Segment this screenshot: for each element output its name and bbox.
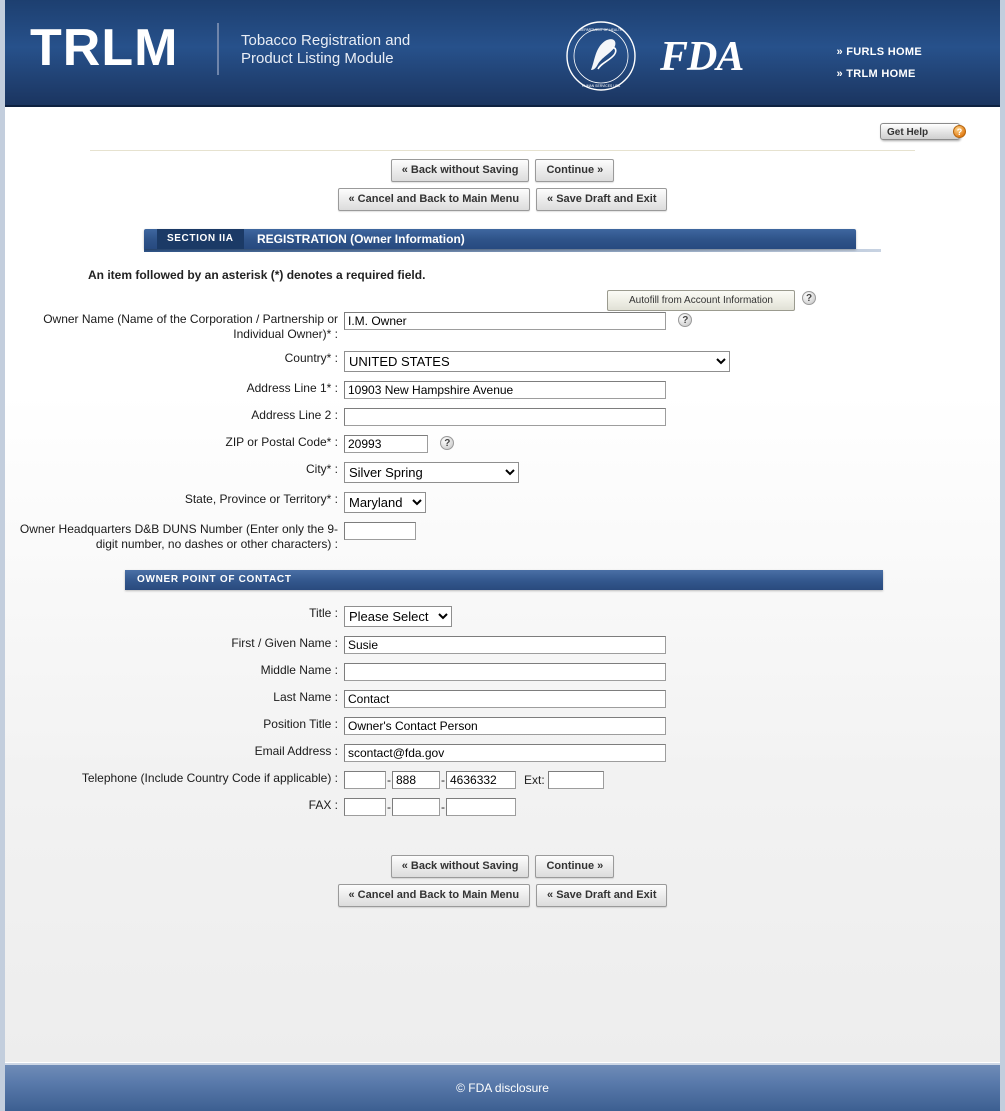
section-tab-label: SECTION IIA <box>157 229 244 249</box>
field-address2 <box>5 408 1000 426</box>
svg-text:HUMAN SERVICES USA: HUMAN SERVICES USA <box>581 84 621 88</box>
hhs-seal-icon <box>565 20 637 92</box>
city-select[interactable] <box>344 462 519 483</box>
fax-part2-input[interactable] <box>392 798 440 816</box>
email-input[interactable] <box>344 744 666 762</box>
bottom-button-row-1 <box>5 855 1000 878</box>
owner-name-label: Owner Name (Name of the Corporation / Partnership or Individual Owner)* : <box>43 312 338 341</box>
field-position-title <box>5 717 1000 735</box>
link-furls-home[interactable]: » FURLS HOME <box>836 46 922 58</box>
telephone-area-input[interactable] <box>392 771 440 789</box>
middle-name-input-wrap <box>344 663 666 681</box>
get-help-label: Get Help <box>887 127 929 138</box>
main-content <box>5 107 1000 1062</box>
field-zip <box>5 435 1000 453</box>
app-subtitle <box>241 32 410 68</box>
field-owner-name <box>5 312 1000 342</box>
link-trlm-home[interactable]: » TRLM HOME <box>836 68 916 80</box>
owner-name-help-icon[interactable]: ? <box>678 313 692 327</box>
telephone-input-group <box>344 771 604 789</box>
field-first-name <box>5 636 1000 654</box>
required-field-note: An item followed by an asterisk (*) denotes a required field. <box>88 268 426 282</box>
field-middle-name <box>5 663 1000 681</box>
country-label: Country* : <box>284 351 338 365</box>
help-question-icon[interactable]: ? <box>953 125 966 138</box>
top-button-row-1 <box>5 159 1000 182</box>
telephone-label: Telephone (Include Country Code if applicable) : <box>81 771 338 785</box>
field-city <box>5 462 1000 483</box>
app-subtitle-line1: Tobacco Registration and <box>241 32 411 49</box>
telephone-number-input[interactable] <box>446 771 516 789</box>
field-duns <box>5 522 1000 552</box>
first-name-input[interactable] <box>344 636 666 654</box>
last-name-input[interactable] <box>344 690 666 708</box>
logo-divider <box>217 23 219 75</box>
address1-label: Address Line 1* : <box>246 381 338 395</box>
field-last-name <box>5 690 1000 708</box>
field-telephone <box>5 771 1000 789</box>
field-country <box>5 351 1000 372</box>
fda-logo: FDA <box>660 34 744 80</box>
contact-title-select-wrap <box>344 606 452 627</box>
email-label: Email Address : <box>254 744 338 758</box>
autofill-help-icon[interactable]: ? <box>802 291 816 305</box>
last-name-input-wrap <box>344 690 666 708</box>
address2-input[interactable] <box>344 408 666 426</box>
telephone-dash-2: - <box>441 773 445 787</box>
state-select[interactable] <box>344 492 426 513</box>
bottom-button-group <box>5 825 1000 907</box>
middle-name-input[interactable] <box>344 663 666 681</box>
top-button-row-2 <box>5 188 1000 211</box>
registration-form <box>5 288 1000 816</box>
autofill-row <box>5 288 1000 312</box>
country-select-wrap <box>344 351 730 372</box>
position-title-input[interactable] <box>344 717 666 735</box>
position-title-label: Position Title : <box>263 717 338 731</box>
app-subtitle-line2: Product Listing Module <box>241 50 394 67</box>
cancel-back-to-main-menu-button-top[interactable]: « Cancel and Back to Main Menu <box>338 188 531 211</box>
section-underline <box>144 249 881 252</box>
field-contact-title <box>5 606 1000 627</box>
first-name-input-wrap <box>344 636 666 654</box>
owner-name-input[interactable] <box>344 312 666 330</box>
fax-label: FAX : <box>308 798 338 812</box>
header-divider <box>90 150 915 151</box>
section-title: REGISTRATION (Owner Information) <box>257 232 465 246</box>
zip-help-icon[interactable]: ? <box>440 436 454 450</box>
continue-button-top[interactable]: Continue » <box>535 159 614 182</box>
duns-input-wrap <box>344 522 416 540</box>
address1-input-wrap <box>344 381 666 399</box>
fax-part1-input[interactable] <box>344 798 386 816</box>
zip-input[interactable] <box>344 435 428 453</box>
section-header-bar <box>144 229 856 249</box>
address1-input[interactable] <box>344 381 666 399</box>
cancel-back-to-main-menu-button-bottom[interactable]: « Cancel and Back to Main Menu <box>338 884 531 907</box>
site-footer: © FDA disclosure <box>5 1063 1000 1111</box>
back-without-saving-button-top[interactable]: « Back without Saving <box>391 159 530 182</box>
telephone-ext-label: Ext: <box>524 773 545 787</box>
city-label: City* : <box>305 462 338 476</box>
continue-button-bottom[interactable]: Continue » <box>535 855 614 878</box>
save-draft-and-exit-button-bottom[interactable]: « Save Draft and Exit <box>536 884 667 907</box>
field-address1 <box>5 381 1000 399</box>
field-email <box>5 744 1000 762</box>
field-fax <box>5 798 1000 816</box>
autofill-from-account-button[interactable]: Autofill from Account Information <box>607 290 795 311</box>
get-help-button[interactable] <box>880 123 963 140</box>
field-state <box>5 492 1000 513</box>
top-button-group <box>5 151 1000 211</box>
header-links <box>837 46 923 90</box>
owner-name-input-wrap <box>344 312 692 330</box>
fax-part3-input[interactable] <box>446 798 516 816</box>
email-input-wrap <box>344 744 666 762</box>
country-select[interactable] <box>344 351 730 372</box>
city-select-wrap <box>344 462 519 483</box>
duns-label: Owner Headquarters D&B DUNS Number (Enter only the 9-digit number, no dashes or other characters) : <box>19 522 338 551</box>
state-label: State, Province or Territory* : <box>184 492 338 506</box>
contact-title-select[interactable] <box>344 606 452 627</box>
owner-point-of-contact-banner: OWNER POINT OF CONTACT <box>125 570 883 590</box>
trlm-logo: TRLM <box>30 19 179 77</box>
zip-label: ZIP or Postal Code* : <box>225 435 338 449</box>
help-bar <box>5 107 1000 151</box>
position-title-input-wrap <box>344 717 666 735</box>
telephone-dash-1: - <box>387 773 391 787</box>
fax-dash-2: - <box>441 800 445 814</box>
svg-text:DEPARTMENT OF HEALTH: DEPARTMENT OF HEALTH <box>579 28 623 32</box>
duns-input[interactable] <box>344 522 416 540</box>
telephone-country-input[interactable] <box>344 771 386 789</box>
first-name-label: First / Given Name : <box>231 636 338 650</box>
last-name-label: Last Name : <box>273 690 338 704</box>
site-header <box>5 0 1000 107</box>
telephone-ext-input[interactable] <box>548 771 604 789</box>
contact-title-label: Title : <box>309 606 338 620</box>
bottom-button-row-2 <box>5 884 1000 907</box>
save-draft-and-exit-button-top[interactable]: « Save Draft and Exit <box>536 188 667 211</box>
state-select-wrap <box>344 492 426 513</box>
fax-input-group <box>344 798 516 816</box>
address2-input-wrap <box>344 408 666 426</box>
zip-input-wrap <box>344 435 454 453</box>
address2-label: Address Line 2 : <box>251 408 338 422</box>
middle-name-label: Middle Name : <box>260 663 338 677</box>
back-without-saving-button-bottom[interactable]: « Back without Saving <box>391 855 530 878</box>
fax-dash-1: - <box>387 800 391 814</box>
